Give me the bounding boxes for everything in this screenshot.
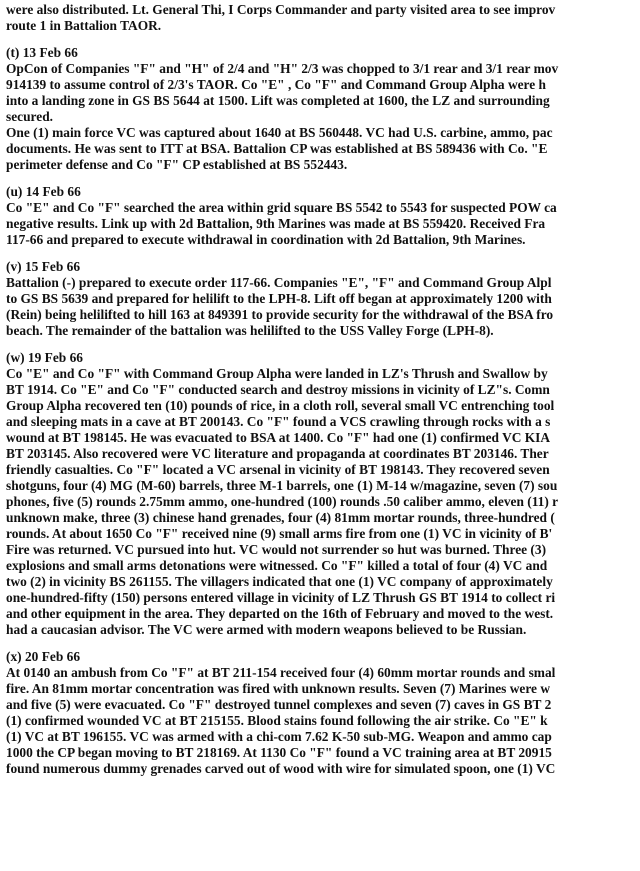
text-line: Battalion (-) prepared to execute order 117-66. Companies "E", "F" and Command Group Alpl <box>6 275 552 290</box>
text-line: rounds. At about 1650 Co "F" received nine (9) small arms fire from one (1) VC in vicinity of B' <box>6 526 553 541</box>
text-line: 914139 to assume control of 2/3's TAOR. Co "E" , Co "F" and Command Group Alpha were h <box>6 77 546 92</box>
section-heading: (x) 20 Feb 66 <box>6 649 81 664</box>
text-line: BT 1914. Co "E" and Co "F" conducted search and destroy missions in vicinity of LZ"s. Comn <box>6 382 550 397</box>
section-t <box>6 45 640 173</box>
section-u <box>6 184 640 248</box>
text-line: shotguns, four (4) MG (M-60) barrels, three M-1 barrels, one (1) M-14 w/magazine, seven (7) sou <box>6 478 558 493</box>
document-page <box>6 2 640 871</box>
text-line: 1000 the CP began moving to BT 218169. At 1130 Co "F" found a VC training area at BT 20915 <box>6 745 552 760</box>
text-line: secured. <box>6 109 53 124</box>
text-line: At 0140 an ambush from Co "F" at BT 211-154 received four (4) 60mm mortar rounds and smal <box>6 665 556 680</box>
paragraph-gap <box>6 248 640 259</box>
text-line: (1) VC at BT 196155. VC was armed with a chi-com 7.62 K-50 sub-MG. Weapon and ammo cap <box>6 729 552 744</box>
section-v <box>6 259 640 339</box>
text-line: OpCon of Companies "F" and "H" of 2/4 and "H" 2/3 was chopped to 3/1 rear and 3/1 rear mov <box>6 61 559 76</box>
paragraph-gap <box>6 339 640 350</box>
section-heading: (u) 14 Feb 66 <box>6 184 81 199</box>
text-line: (Rein) being helilifted to hill 163 at 849391 to provide security for the withdrawal of the BSA fro <box>6 307 554 322</box>
text-line: and sleeping mats in a cave at BT 200143. Co "F" found a VCS crawling through rocks with a s <box>6 414 551 429</box>
text-line: and other equipment in the area. They departed on the 16th of February and moved to the west. <box>6 606 554 621</box>
text-line: explosions and small arms detonations were witnessed. Co "F" killed a total of four (4) VC and <box>6 558 548 573</box>
text-line: (1) confirmed wounded VC at BT 215155. Blood stains found following the air strike. Co "E" k <box>6 713 548 728</box>
text-line: phones, five (5) rounds 2.75mm ammo, one-hundred (100) rounds .50 caliber ammo, eleven (11) r <box>6 494 559 509</box>
text-line: BT 203145. Also recovered were VC literature and propaganda at coordinates BT 203146. Ther <box>6 446 549 461</box>
section-intro <box>6 2 640 34</box>
text-line: route 1 in Battalion TAOR. <box>6 18 162 33</box>
text-line: One (1) main force VC was captured about 1640 at BS 560448. VC had U.S. carbine, ammo, pac <box>6 125 553 140</box>
text-line: perimeter defense and Co "F" CP established at BS 552443. <box>6 157 348 172</box>
section-w <box>6 350 640 638</box>
paragraph-gap <box>6 34 640 45</box>
paragraph-gap <box>6 173 640 184</box>
text-line: unknown make, three (3) chinese hand grenades, four (4) 81mm mortar rounds, three-hundred ( <box>6 510 555 525</box>
section-heading: (t) 13 Feb 66 <box>6 45 78 60</box>
section-heading: (w) 19 Feb 66 <box>6 350 83 365</box>
text-line: documents. He was sent to ITT at BSA. Battalion CP was established at BS 589436 with Co. "E <box>6 141 548 156</box>
section-heading: (v) 15 Feb 66 <box>6 259 81 274</box>
text-line: found numerous dummy grenades carved out of wood with wire for simulated spoon, one (1) VC <box>6 761 556 776</box>
text-line: Co "E" and Co "F" searched the area within grid square BS 5542 to 5543 for suspected POW ca <box>6 200 557 215</box>
text-line: beach. The remainder of the battalion was helilifted to the USS Valley Forge (LPH-8). <box>6 323 494 338</box>
text-line: Co "E" and Co "F" with Command Group Alpha were landed in LZ's Thrush and Swallow by <box>6 366 548 381</box>
text-line: fire. An 81mm mortar concentration was fired with unknown results. Seven (7) Marines were w <box>6 681 551 696</box>
text-line: Fire was returned. VC pursued into hut. VC would not surrender so hut was burned. Three (3) <box>6 542 547 557</box>
text-line: two (2) in vicinity BS 261155. The villagers indicated that one (1) VC company of approximately <box>6 574 553 589</box>
text-line: one-hundred-fifty (150) persons entered village in vicinity of LZ Thrush GS BT 1914 to collect ri <box>6 590 556 605</box>
text-line: were also distributed. Lt. General Thi, I Corps Commander and party visited area to see improv <box>6 2 556 17</box>
paragraph-gap <box>6 638 640 649</box>
text-line: and five (5) were evacuated. Co "F" destroyed tunnel complexes and seven (7) caves in GS BT 2 <box>6 697 552 712</box>
text-line: into a landing zone in GS BS 5644 at 1500. Lift was completed at 1600, the LZ and surrounding <box>6 93 550 108</box>
text-line: 117-66 and prepared to execute withdrawal in coordination with 2d Battalion, 9th Marines. <box>6 232 526 247</box>
text-line: wound at BT 198145. He was evacuated to BSA at 1400. Co "F" had one (1) confirmed VC KIA <box>6 430 551 445</box>
text-line: friendly casualties. Co "F" located a VC arsenal in vicinity of BT 198143. They recovered seven <box>6 462 550 477</box>
text-line: Group Alpha recovered ten (10) pounds of rice, in a cloth roll, several small VC entrenching tool <box>6 398 555 413</box>
text-line: to GS BS 5639 and prepared for helilift to the LPH-8. Lift off began at approximately 1200 with <box>6 291 552 306</box>
section-x <box>6 649 640 777</box>
text-line: negative results. Link up with 2d Battalion, 9th Marines was made at BS 559420. Received Fra <box>6 216 546 231</box>
text-line: had a caucasian advisor. The VC were armed with modern weapons believed to be Russian. <box>6 622 527 637</box>
